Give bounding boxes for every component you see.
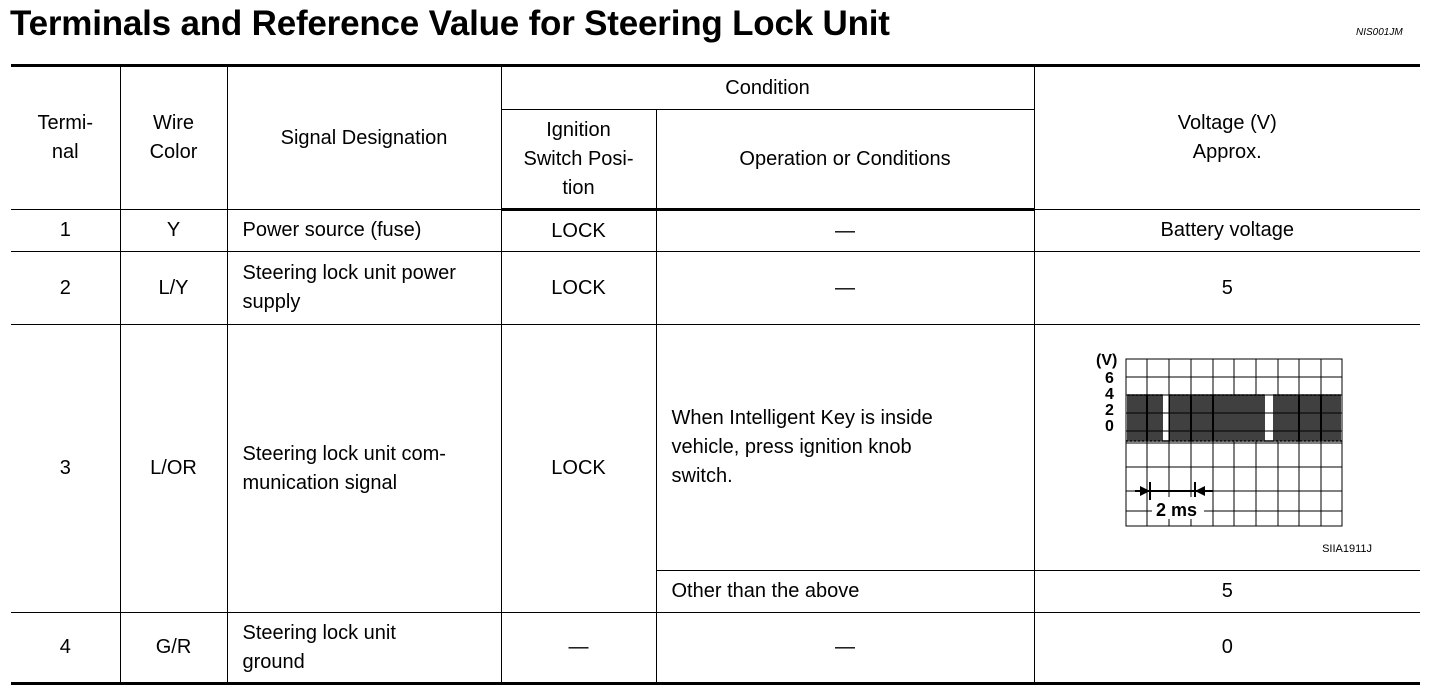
ignition-cell: LOCK bbox=[501, 210, 656, 252]
wire-color-cell: L/OR bbox=[120, 325, 227, 613]
scope-tick-label: 0 bbox=[1104, 418, 1114, 435]
voltage-cell: Battery voltage bbox=[1034, 210, 1420, 252]
ignition-cell: LOCK bbox=[501, 325, 656, 613]
ignition-cell: — bbox=[501, 613, 656, 684]
voltage-cell: 5 bbox=[1034, 571, 1420, 613]
table-row bbox=[11, 210, 1420, 252]
scope-tick-label: 6 bbox=[1104, 370, 1114, 387]
scope-tick-label: 4 bbox=[1104, 386, 1114, 403]
page-title: Terminals and Reference Value for Steering Lock Unit bbox=[10, 4, 890, 43]
scope-tick-label: 2 bbox=[1104, 402, 1114, 419]
header-operation: Operation or Conditions bbox=[656, 110, 1034, 210]
header-voltage: Voltage (V) Approx. bbox=[1034, 66, 1420, 210]
table-row bbox=[11, 325, 1420, 571]
signal-cell: Steering lock unit ground bbox=[227, 613, 501, 684]
header-wire-color: Wire Color bbox=[120, 66, 227, 210]
operation-cell: When Intelligent Key is inside vehicle, press ignition knob switch. bbox=[656, 325, 1034, 571]
signal-cell: Steering lock unit power supply bbox=[227, 252, 501, 325]
table-row bbox=[11, 613, 1420, 684]
time-division-label: 2 ms bbox=[1155, 500, 1197, 520]
voltage-cell: 5 bbox=[1034, 252, 1420, 325]
header-terminal: Termi- nal bbox=[11, 66, 120, 210]
terminal-cell: 1 bbox=[11, 210, 120, 252]
operation-cell: — bbox=[656, 613, 1034, 684]
operation-cell: — bbox=[656, 252, 1034, 325]
ignition-cell: LOCK bbox=[501, 252, 656, 325]
waveform-graph bbox=[1035, 325, 1421, 570]
operation-cell: Other than the above bbox=[656, 571, 1034, 613]
figure-code: SIIA1911J bbox=[1322, 543, 1373, 555]
header-condition: Condition bbox=[501, 66, 1034, 110]
terminal-cell: 2 bbox=[11, 252, 120, 325]
terminals-table bbox=[11, 64, 1420, 685]
waveform-trace bbox=[1126, 395, 1342, 441]
table-row bbox=[11, 252, 1420, 325]
signal-cell: Steering lock unit com- munication signal bbox=[227, 325, 501, 613]
scope-unit-label: (V) bbox=[1095, 352, 1117, 369]
operation-cell: — bbox=[656, 210, 1034, 252]
signal-cell: Power source (fuse) bbox=[227, 210, 501, 252]
terminal-cell: 3 bbox=[11, 325, 120, 613]
wire-color-cell: Y bbox=[120, 210, 227, 252]
voltage-cell: 0 bbox=[1034, 613, 1420, 684]
oscilloscope-cell bbox=[1034, 325, 1420, 571]
header-signal-designation: Signal Designation bbox=[227, 66, 501, 210]
header-ignition-switch: Ignition Switch Posi- tion bbox=[501, 110, 656, 210]
terminal-cell: 4 bbox=[11, 613, 120, 684]
wire-color-cell: G/R bbox=[120, 613, 227, 684]
wire-color-cell: L/Y bbox=[120, 252, 227, 325]
document-code: NIS001JM bbox=[1356, 27, 1403, 38]
